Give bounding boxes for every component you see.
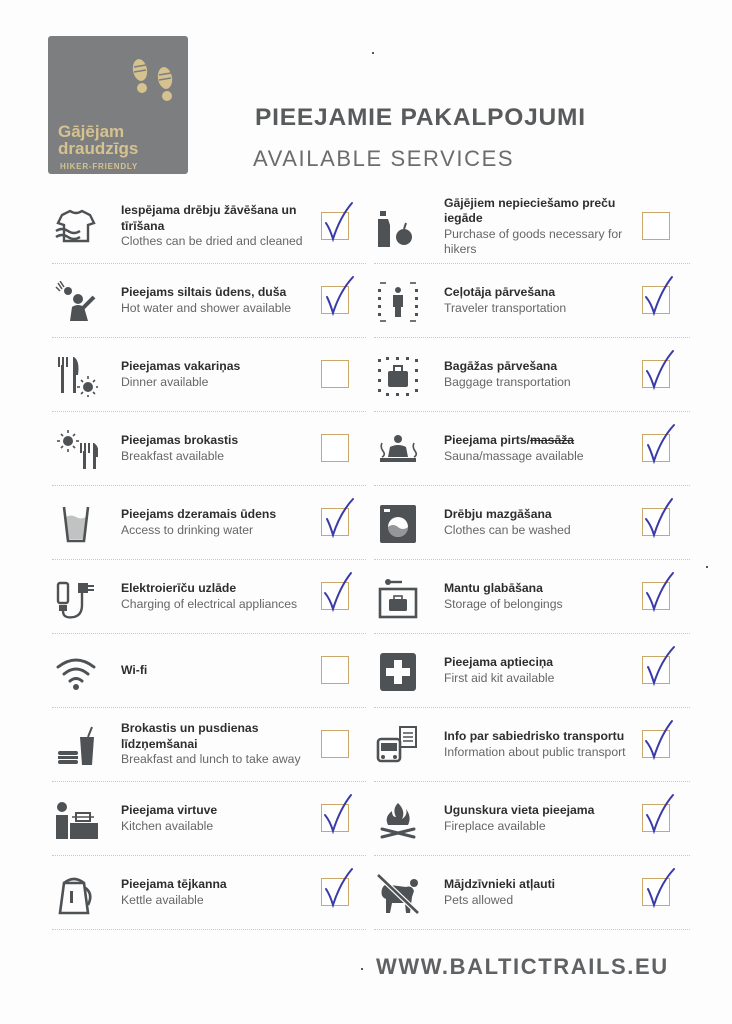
service-row [374,782,690,856]
service-text [444,412,636,485]
service-label-english: First aid kit available [444,670,555,685]
service-label-latvian-text: Gājējiem nepieciešamo preču iegāde [444,195,616,225]
service-label-english: Breakfast available [121,448,224,463]
public-transport-icon [376,725,420,765]
service-text [444,190,636,263]
hiker-friendly-logo [48,36,188,174]
kettle-icon [54,873,98,913]
service-checkbox[interactable] [321,878,349,906]
wifi-icon [54,651,98,691]
service-checkbox[interactable] [321,656,349,684]
service-text [444,708,636,781]
service-label-latvian-text: Drēbju mazgāšana [444,507,552,521]
service-text [121,412,309,485]
service-row [374,338,690,412]
service-label-latvian-text: Bagāžas pārvešana [444,359,558,373]
service-checkbox[interactable] [642,804,670,832]
service-row [374,486,690,560]
services-column-right [374,190,690,930]
service-label-latvian-text: Pieejams dzeramais ūdens [121,507,277,521]
service-row [374,412,690,486]
checkmark-icon [641,273,677,317]
shower-icon [54,281,98,321]
service-checkbox[interactable] [321,730,349,758]
service-label-latvian-text: Mājdzīvnieki atļauti [444,877,556,891]
service-text [121,708,309,781]
service-label-latvian-text: Wi-fi [121,662,148,677]
storage-icon [376,577,420,617]
service-label-latvian-text: Pieejamas brokastis [121,433,239,447]
logo-line-3: HIKER-FRIENDLY [60,162,139,171]
checkmark-icon [320,791,356,835]
page-title-english: AVAILABLE SERVICES [253,146,515,171]
logo-line-1: Gājējam [58,122,125,141]
checkmark-icon [641,643,677,687]
service-row [374,264,690,338]
service-text [121,856,309,929]
checkmark-icon [320,569,356,613]
service-text [121,782,309,855]
dinner-icon [54,355,98,395]
service-checkbox[interactable] [642,360,670,388]
service-text [444,634,636,707]
checkmark-icon [641,495,677,539]
service-row [52,264,366,338]
service-row [52,486,366,560]
service-text [121,264,309,337]
service-row [52,338,366,412]
service-label-latvian-text: Ceļotāja pārvešana [444,285,556,299]
checkmark-icon [320,273,356,317]
service-label-latvian [444,877,636,893]
service-text [121,338,309,411]
service-label-latvian [121,803,309,819]
service-row [52,560,366,634]
washing-machine-icon [376,503,420,543]
service-checkbox[interactable] [642,286,670,314]
service-label-english: Clothes can be washed [444,522,571,537]
service-label-latvian-text: Pieejama pirts/ [444,433,531,447]
services-column-left [52,190,366,930]
service-label-latvian [444,433,636,449]
service-text [121,634,309,707]
service-checkbox[interactable] [642,508,670,536]
service-label-latvian-text: Brokastis un pusdienas līdzņemšanai [121,721,259,751]
service-label-latvian [444,655,636,671]
service-checkbox[interactable] [642,656,670,684]
sauna-icon [376,429,420,469]
service-row [374,560,690,634]
service-checkbox[interactable] [321,286,349,314]
service-text [121,486,309,559]
service-text [444,338,636,411]
traveler-transport-icon [376,281,420,321]
charger-icon [54,577,98,617]
service-checkbox[interactable] [642,434,670,462]
service-label-latvian [121,285,309,301]
service-label-latvian-text: Pieejama tējkanna [121,877,227,891]
service-label-latvian-text: Pieejams siltais ūdens, duša [121,285,287,299]
checkmark-icon [641,347,677,391]
logo-line-2: draudzīgs [58,139,139,158]
service-label-latvian-text: Pieejamas vakariņas [121,359,241,373]
service-label-latvian [121,581,309,597]
service-label-english: Access to drinking water [121,522,254,537]
service-label-english: Kettle available [121,892,204,907]
baggage-transport-icon [376,355,420,395]
checkmark-icon [641,791,677,835]
service-checkbox[interactable] [321,508,349,536]
service-row [52,856,366,930]
service-row [52,412,366,486]
service-text [121,560,309,633]
service-label-struck-text: masāža [530,433,575,447]
service-label-latvian [444,803,636,819]
checkmark-icon [641,865,677,909]
checkmark-icon [320,199,356,243]
service-label-latvian [444,729,636,745]
service-label-english: Information about public transport [444,744,626,759]
checkmark-icon [641,717,677,761]
service-checkbox[interactable] [321,582,349,610]
clothes-drying-icon [54,207,98,247]
service-label-latvian [444,507,636,523]
service-label-english: Pets allowed [444,892,514,907]
service-row [52,190,366,264]
service-label-latvian-text: Pieejama aptieciņa [444,655,554,669]
service-label-latvian [444,581,636,597]
service-checkbox[interactable] [642,878,670,906]
page-title-latvian: PIEEJAMIE PAKALPOJUMI [255,104,586,131]
service-label-latvian [121,663,309,679]
service-row [52,634,366,708]
scan-speck [361,968,363,970]
service-checkbox[interactable] [321,804,349,832]
service-label-latvian-text: Mantu glabāšana [444,581,543,595]
service-text [121,190,309,263]
checkmark-icon [641,421,677,465]
footer-website: WWW.BALTICTRAILS.EU [376,954,669,979]
first-aid-icon [376,651,420,691]
service-label-latvian-text: Pieejama virtuve [121,803,218,817]
service-label-latvian [121,721,309,752]
service-row [374,708,690,782]
service-label-english: Fireplace available [444,818,546,833]
service-label-latvian [121,877,309,893]
fireplace-icon [376,799,420,839]
packed-lunch-icon [54,725,98,765]
service-label-latvian [444,359,636,375]
kitchen-icon [54,799,98,839]
checkmark-icon [641,569,677,613]
service-row [374,190,690,264]
service-checkbox[interactable] [321,212,349,240]
service-label-latvian [121,433,309,449]
service-row [374,856,690,930]
service-label-english: Sauna/massage available [444,448,584,463]
shopping-icon [376,207,420,247]
service-label-english: Kitchen available [121,818,214,833]
footprints-icon [48,36,188,126]
service-label-english: Baggage transportation [444,374,571,389]
scan-speck [372,52,374,54]
service-label-latvian [121,507,309,523]
service-label-latvian-text: Info par sabiedrisko transportu [444,729,625,743]
service-label-latvian [444,196,636,227]
service-label-english: Traveler transportation [444,300,567,315]
service-label-latvian [121,203,309,234]
breakfast-icon [54,429,98,469]
service-row [52,708,366,782]
service-text [444,782,636,855]
service-checkbox[interactable] [642,730,670,758]
service-checkbox[interactable] [321,434,349,462]
service-row [52,782,366,856]
service-label-english: Dinner available [121,374,209,389]
service-label-latvian-text: Ugunskura vieta pieejama [444,803,595,817]
service-label-english: Charging of electrical appliances [121,596,298,611]
service-label-english: Purchase of goods necessary for hikers [444,226,623,256]
service-text [444,560,636,633]
checkmark-icon [320,865,356,909]
service-text [444,856,636,929]
service-label-latvian [121,359,309,375]
service-label-english: Storage of belongings [444,596,563,611]
scan-speck [706,566,708,568]
service-text [444,486,636,559]
service-text [444,264,636,337]
service-label-latvian-text: Elektroierīču uzlāde [121,581,237,595]
checkmark-icon [320,495,356,539]
service-label-english: Hot water and shower available [121,300,292,315]
service-label-latvian [444,285,636,301]
service-label-english: Clothes can be dried and cleaned [121,234,303,249]
drinking-water-icon [54,503,98,543]
pets-icon [376,873,420,913]
service-row [374,634,690,708]
service-label-latvian-text: Iespējama drēbju žāvēšana un tīrīšana [121,203,297,233]
service-checkbox[interactable] [642,582,670,610]
service-label-english: Breakfast and lunch to take away [121,752,301,767]
service-checkbox[interactable] [642,212,670,240]
service-checkbox[interactable] [321,360,349,388]
